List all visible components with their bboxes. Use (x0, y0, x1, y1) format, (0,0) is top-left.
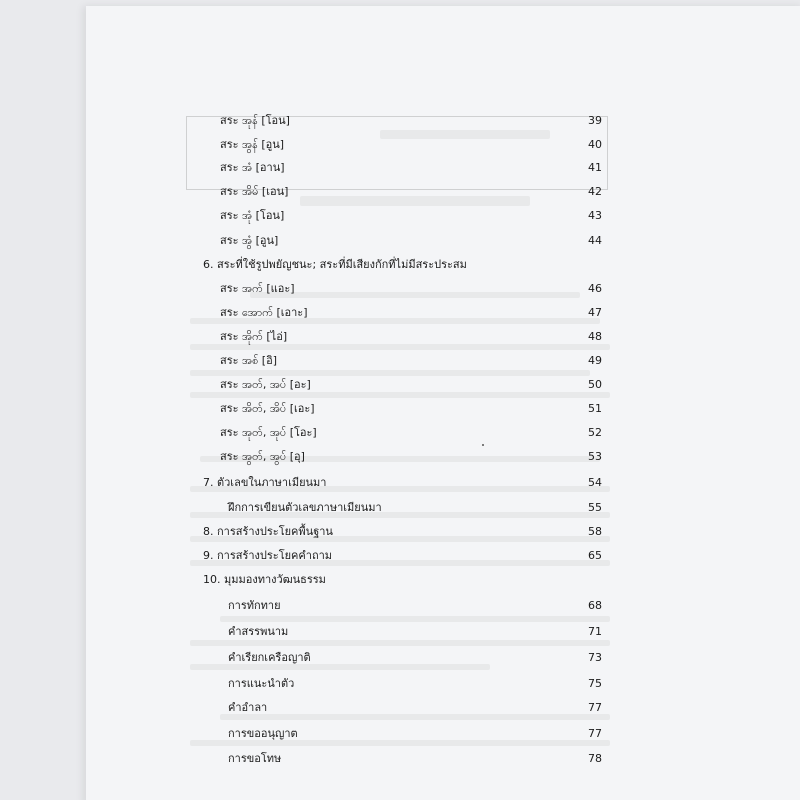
toc-entry-text: 9. การสร้างประโยคคำถาม (203, 549, 333, 562)
toc-entry-text: สระ အွန် [อูน] (220, 138, 285, 151)
toc-entry-page: 54 (588, 476, 602, 489)
toc-entry-text: สระ အိုက် [ไอ่] (220, 330, 288, 343)
toc-entry-text: สระ အုန် [โอน] (220, 114, 290, 127)
toc-entry-page: 42 (588, 185, 602, 198)
toc-entry-text: ฝึกการเขียนตัวเลขภาษาเมียนมา (228, 501, 382, 514)
toc-entry-page: 39 (588, 114, 602, 127)
toc-entry-text: 8. การสร้างประโยคพื้นฐาน (203, 525, 333, 538)
toc-entry-page: 53 (588, 450, 602, 463)
toc-entry-page: 51 (588, 402, 602, 415)
toc-entry-page: 48 (588, 330, 602, 343)
toc-entry-text: สระ အစ် [อิ] (220, 354, 277, 367)
toc-entry-page: 52 (588, 426, 602, 439)
toc-entry-text: 6. สระที่ใช้รูปพยัญชนะ; สระที่มีเสียงกักที่ไม่มีสระประสม (203, 258, 467, 271)
toc-entry-page: 71 (588, 625, 602, 638)
toc-entry-page: 68 (588, 599, 602, 612)
toc-entry-text: สระ အွတ်, အွပ် [อุ] (220, 450, 305, 463)
toc-entry-page: 77 (588, 727, 602, 740)
toc-entry-text: สระ အက် [แอะ] (220, 282, 295, 295)
toc-entry-text: สระ အိတ်, အိပ် [เอะ] (220, 402, 315, 415)
toc-entry-page: 65 (588, 549, 602, 562)
toc-entry-text: สระ အုတ်, အုပ် [โอะ] (220, 426, 317, 439)
toc-entry-text: คำอำลา (228, 701, 268, 714)
toc-entry-text: สระ အိမ် [เอน] (220, 185, 289, 198)
toc-entry-text: สระ အွံ [อูน] (220, 234, 279, 247)
toc-entry-text: สระ အုံ [โอน] (220, 209, 285, 222)
toc-entry-page: 78 (588, 752, 602, 765)
toc-entry-page: 75 (588, 677, 602, 690)
toc-entry-text: การทักทาย (228, 599, 281, 612)
toc-entry-page: 47 (588, 306, 602, 319)
toc-entry-text: การขออนุญาต (228, 727, 298, 740)
toc-entry-page: 58 (588, 525, 602, 538)
toc-entry-page: 55 (588, 501, 602, 514)
toc-entry-page: 77 (588, 701, 602, 714)
toc-entry-page: 73 (588, 651, 602, 664)
toc-entry-page: 40 (588, 138, 602, 151)
toc-entry-text: สระ အတ်, အပ် [อะ] (220, 378, 311, 391)
toc-entry-page: 43 (588, 209, 602, 222)
toc-entry-page: 41 (588, 161, 602, 174)
toc-entry-text: สระ အံ [อาน] (220, 161, 285, 174)
toc-entry-text: 10. มุมมองทางวัฒนธรรม (203, 573, 326, 586)
toc-entry-page: 50 (588, 378, 602, 391)
toc-entry-page: 44 (588, 234, 602, 247)
toc-entry-text: การขอโทษ (228, 752, 282, 765)
toc-entry-text: สระ အောက် [เอาะ] (220, 306, 308, 319)
toc-entry-text: การแนะนำตัว (228, 677, 295, 690)
toc-entry-page: 49 (588, 354, 602, 367)
toc-entry-page: 46 (588, 282, 602, 295)
toc-entry-text: 7. ตัวเลขในภาษาเมียนมา (203, 476, 327, 489)
toc-entry-text: คำสรรพนาม (228, 625, 289, 638)
toc-entry-text: คำเรียกเครือญาติ (228, 651, 311, 664)
